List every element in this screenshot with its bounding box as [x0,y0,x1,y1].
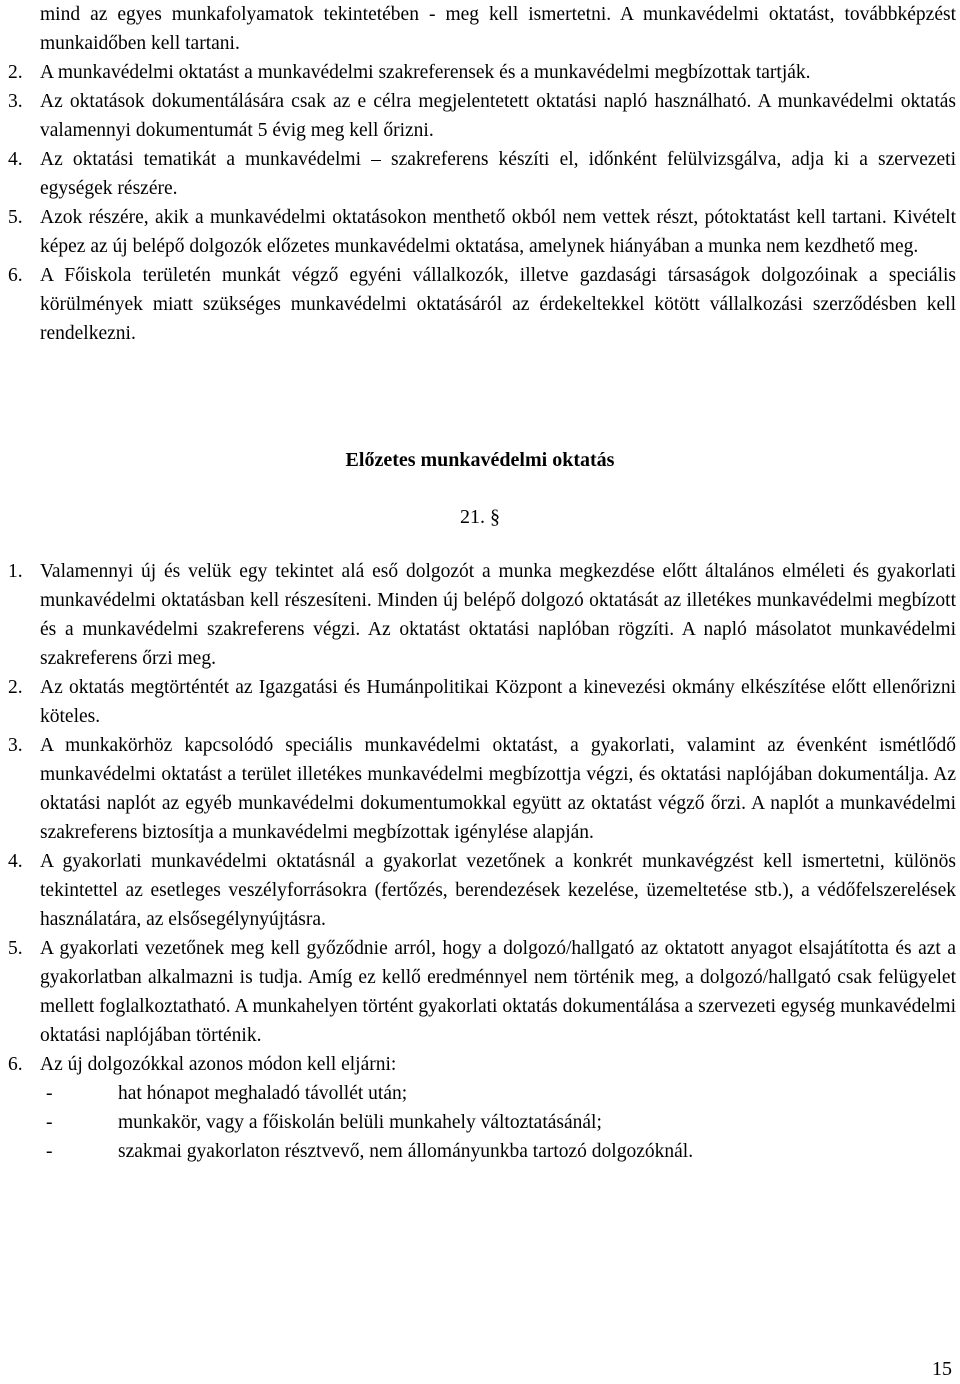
list-item [8,58,956,87]
list-item [8,261,956,348]
dash-marker: - [46,1083,53,1104]
item-number: 3. [8,735,23,756]
item-text: A gyakorlati munkavédelmi oktatásnál a gyakorlat vezetőnek a konkrét munkavégzést kell ismertetni, különös tekintettel az esetleges veszélyforrásokra (fertőzés, berendezések kezelése, üzemeltetése stb.), a védőfelszerelések használatára, az elsősegélynyújtásra. [40,851,956,930]
continuation-paragraph: mind az egyes munkafolyamatok tekintetében - meg kell ismertetni. A munkavédelmi oktatást, továbbképzést munkaidőben kell tartani. [40,4,956,54]
list-item [8,731,956,847]
top-section [8,0,956,348]
item-text: A munkavédelmi oktatást a munkavédelmi szakreferensek és a munkavédelmi megbízottak tartják. [40,62,811,83]
sub-list-item [8,1137,956,1166]
item-text: Azok részére, akik a munkavédelmi oktatásokon menthető okból nem vettek részt, pótoktatást kell tartani. Kivételt képez az új belépő dolgozók előzetes munkavédelmi oktatása, amelynek hiányában a munka nem kezdhető meg. [40,207,956,257]
list-item [8,847,956,934]
item-text: A munkakörhöz kapcsolódó speciális munkavédelmi oktatást, a gyakorlati, valamint az évenként ismétlődő munkavédelmi oktatást a terület illetékes munkavédelmi megbízottja végzi, és oktatási naplójában dokumentálja. Az oktatási naplót az egyéb munkavédelmi dokumentumokkal együtt az oktatást végző őrzi. A naplót a munkavédelmi szakreferens biztosítja a munkavédelmi megbízottak igénylése alapján. [40,735,956,843]
list-item [8,87,956,145]
item-number: 4. [8,851,23,872]
list-item [8,203,956,261]
item-number: 2. [8,62,23,83]
item-number: 1. [8,561,23,582]
sub-list-item [8,1108,956,1137]
item-number: 6. [8,265,23,286]
item-number: 4. [8,149,23,170]
sub-item-text: hat hónapot meghaladó távollét után; [118,1083,408,1104]
item-number: 5. [8,207,23,228]
item-text: Valamennyi új és velük egy tekintet alá eső dolgozót a munka megkezdése előtt általános elméleti és gyakorlati munkavédelmi oktatásban kell részesíteni. Minden új belépő dolgozó oktatását az illetékes munkavédelmi megbízott és a munkavédelmi szakreferens végzi. Az oktatást oktatási naplóban rögzíti. A napló másolatot munkavédelmi szakreferens őrzi meg. [40,561,956,669]
main-section [8,557,956,1166]
item-text: A Főiskola területén munkát végző egyéni vállalkozók, illetve gazdasági társaságok dolgozóinak a speciális körülmények miatt szükséges munkavédelmi oktatásáról az érdekeltekkel kötött vállalkozási szerződésben kell rendelkezni. [40,265,956,344]
dash-marker: - [46,1141,53,1162]
sub-item-text: munkakör, vagy a főiskolán belüli munkahely változtatásánál; [118,1112,602,1133]
list-item [8,673,956,731]
item-text: Az új dolgozókkal azonos módon kell eljárni: [40,1054,397,1075]
item-text: Az oktatás megtörténtét az Igazgatási és Humánpolitikai Központ a kinevezési okmány elkészítése előtt ellenőrizni köteles. [40,677,956,727]
item-number: 3. [8,91,23,112]
dash-marker: - [46,1112,53,1133]
item-number: 6. [8,1054,23,1075]
item-number: 2. [8,677,23,698]
list-item [8,1050,956,1079]
item-text: A gyakorlati vezetőnek meg kell győződnie arról, hogy a dolgozó/hallgató az oktatott anyagot elsajátította és azt a gyakorlatban alkalmazni is tudja. Amíg ez kellő eredménnyel nem történik meg, a dolgozó/hallgató csak felügyelet mellett foglalkoztatható. A munkahelyen történt gyakorlati oktatás dokumentálása a szervezeti egység munkavédelmi oktatási naplójában történik. [40,938,956,1046]
page-number: 15 [932,1358,952,1380]
item-number: 5. [8,938,23,959]
sub-item-text: szakmai gyakorlaton résztvevő, nem állományunkba tartozó dolgozóknál. [118,1141,694,1162]
item-text: Az oktatási tematikát a munkavédelmi – szakreferens készíti el, időnként felülvizsgálva, adja ki a szervezeti egységek részére. [40,149,956,199]
list-item [8,145,956,203]
item-text: Az oktatások dokumentálására csak az e célra megjelentetett oktatási napló használható. A munkavédelmi oktatás valamennyi dokumentumát 5 évig meg kell őrizni. [40,91,956,141]
list-item [8,557,956,673]
paragraph-symbol: 21. § [460,506,500,528]
section-heading: Előzetes munkavédelmi oktatás [345,449,615,471]
sub-list [8,1079,956,1166]
list-item [8,934,956,1050]
sub-list-item [8,1079,956,1108]
